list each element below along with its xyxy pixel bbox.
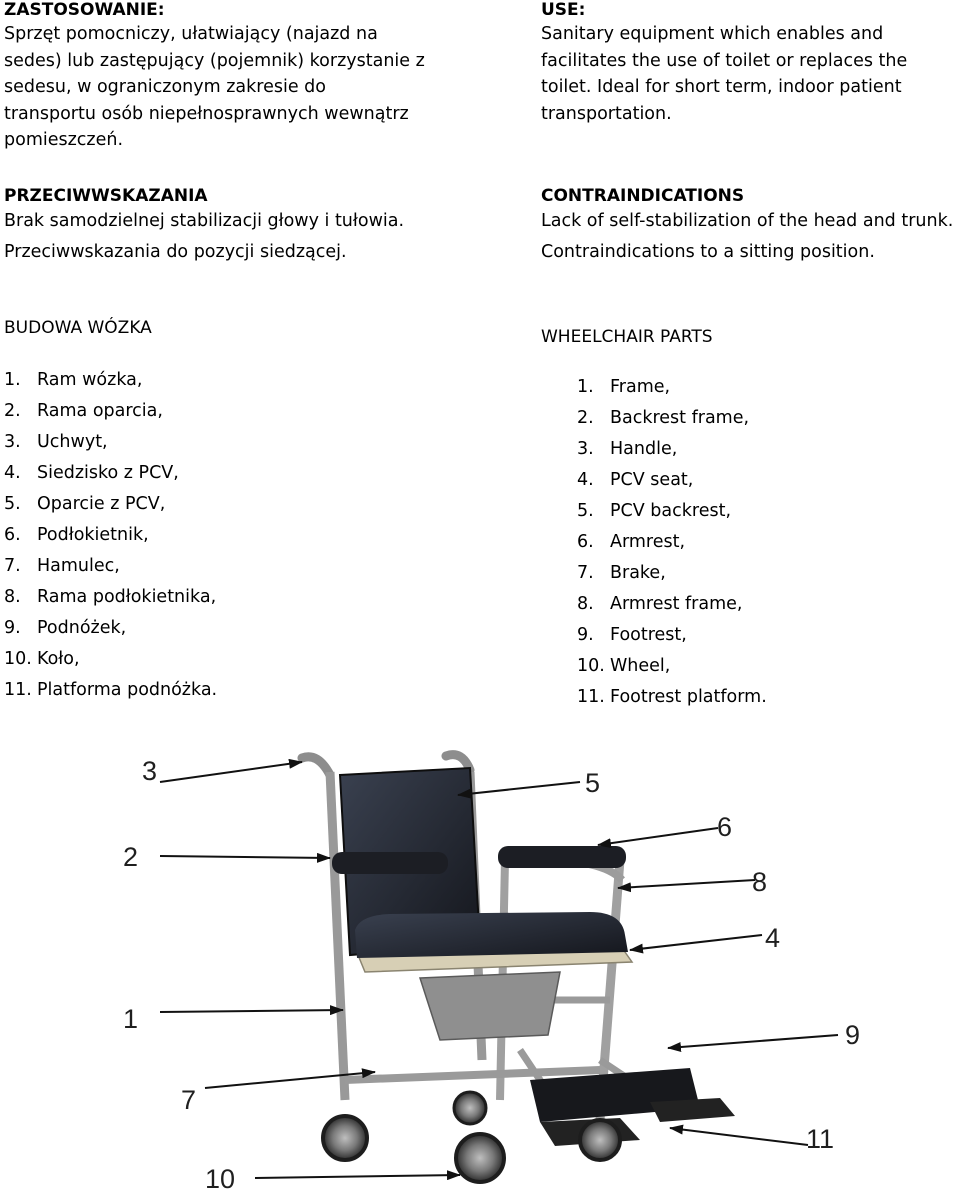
usage-heading-en: USE:	[541, 0, 586, 20]
usage-text-pl	[4, 21, 425, 154]
usage-line: pomieszczeń.	[4, 130, 124, 150]
contra-heading-en: CONTRAINDICATIONS	[541, 186, 745, 206]
usage-line: sedes) lub zastępujący (pojemnik) korzystanie z	[4, 50, 425, 71]
usage-line: Sanitary equipment which enables and	[541, 24, 884, 44]
usage-line: transportation.	[541, 103, 672, 124]
list-item: 1. Ram wózka,	[4, 370, 143, 390]
list-item: 7. Hamulec,	[4, 556, 120, 576]
list-item: 9. Podnóżek,	[4, 618, 127, 638]
list-item: 6. Podłokietnik,	[4, 525, 149, 545]
list-item: 10. Wheel,	[577, 656, 671, 676]
parts-list-en	[577, 372, 767, 713]
usage-line: toilet. Ideal for short term, indoor patient	[541, 77, 902, 97]
wheelchair-photo	[302, 755, 735, 1182]
list-item: 11. Platforma podnóżka.	[4, 680, 218, 700]
callout-label-5: 5	[585, 768, 601, 798]
list-item: 3. Uchwyt,	[4, 432, 108, 452]
callout-label-1: 1	[123, 1004, 139, 1034]
contra-heading-pl: PRZECIWWSKAZANIA	[4, 186, 208, 206]
list-item: 2. Rama oparcia,	[4, 401, 163, 421]
parts-list-pl	[4, 365, 217, 706]
callout-label-7: 7	[181, 1085, 197, 1115]
parts-heading-pl: BUDOWA WÓZKA	[4, 318, 152, 338]
wheelchair-diagram	[0, 730, 960, 1195]
usage-heading-pl: ZASTOSOWANIE:	[4, 0, 165, 20]
callout-label-10: 10	[205, 1164, 236, 1194]
callout-label-11: 11	[806, 1124, 835, 1154]
list-item: 1. Frame,	[577, 377, 671, 397]
list-item: 6. Armrest,	[577, 532, 686, 552]
list-item: 5. Oparcie z PCV,	[4, 494, 166, 514]
list-item: 2. Backrest frame,	[577, 408, 750, 428]
list-item: 5. PCV backrest,	[577, 501, 732, 521]
list-item: 8. Rama podłokietnika,	[4, 587, 217, 607]
callout-label-8: 8	[752, 867, 768, 897]
list-item: 4. Siedzisko z PCV,	[4, 463, 179, 483]
callout-label-2: 2	[123, 842, 139, 872]
list-item: 7. Brake,	[577, 563, 666, 583]
callout-label-4: 4	[765, 923, 781, 953]
list-item: 4. PCV seat,	[577, 470, 694, 490]
list-item: 10. Koło,	[4, 649, 80, 669]
contra-text-en	[541, 208, 953, 265]
contra-text-pl	[4, 208, 404, 265]
usage-line: sedesu, w ograniczonym zakresie do	[4, 77, 326, 97]
usage-line: transportu osób niepełnosprawnych wewnątrz	[4, 103, 409, 124]
list-item: 11. Footrest platform.	[577, 687, 767, 707]
contra-line: Contraindications to a sitting position.	[541, 241, 875, 262]
callout-label-6: 6	[717, 812, 733, 842]
contra-line: Lack of self-stabilization of the head and trunk.	[541, 211, 954, 231]
parts-heading-en: WHEELCHAIR PARTS	[541, 327, 713, 347]
usage-line: facilitates the use of toilet or replaces the	[541, 50, 908, 71]
list-item: 3. Handle,	[577, 439, 678, 459]
callout-label-3: 3	[142, 756, 158, 786]
contra-line: Przeciwwskazania do pozycji siedzącej.	[4, 241, 347, 262]
contra-line: Brak samodzielnej stabilizacji głowy i tułowia.	[4, 211, 405, 231]
list-item: 9. Footrest,	[577, 625, 687, 645]
callout-label-9: 9	[845, 1020, 861, 1050]
usage-text-en	[541, 21, 907, 127]
list-item: 8. Armrest frame,	[577, 594, 743, 614]
usage-line: Sprzęt pomocniczy, ułatwiający (najazd na	[4, 24, 378, 44]
